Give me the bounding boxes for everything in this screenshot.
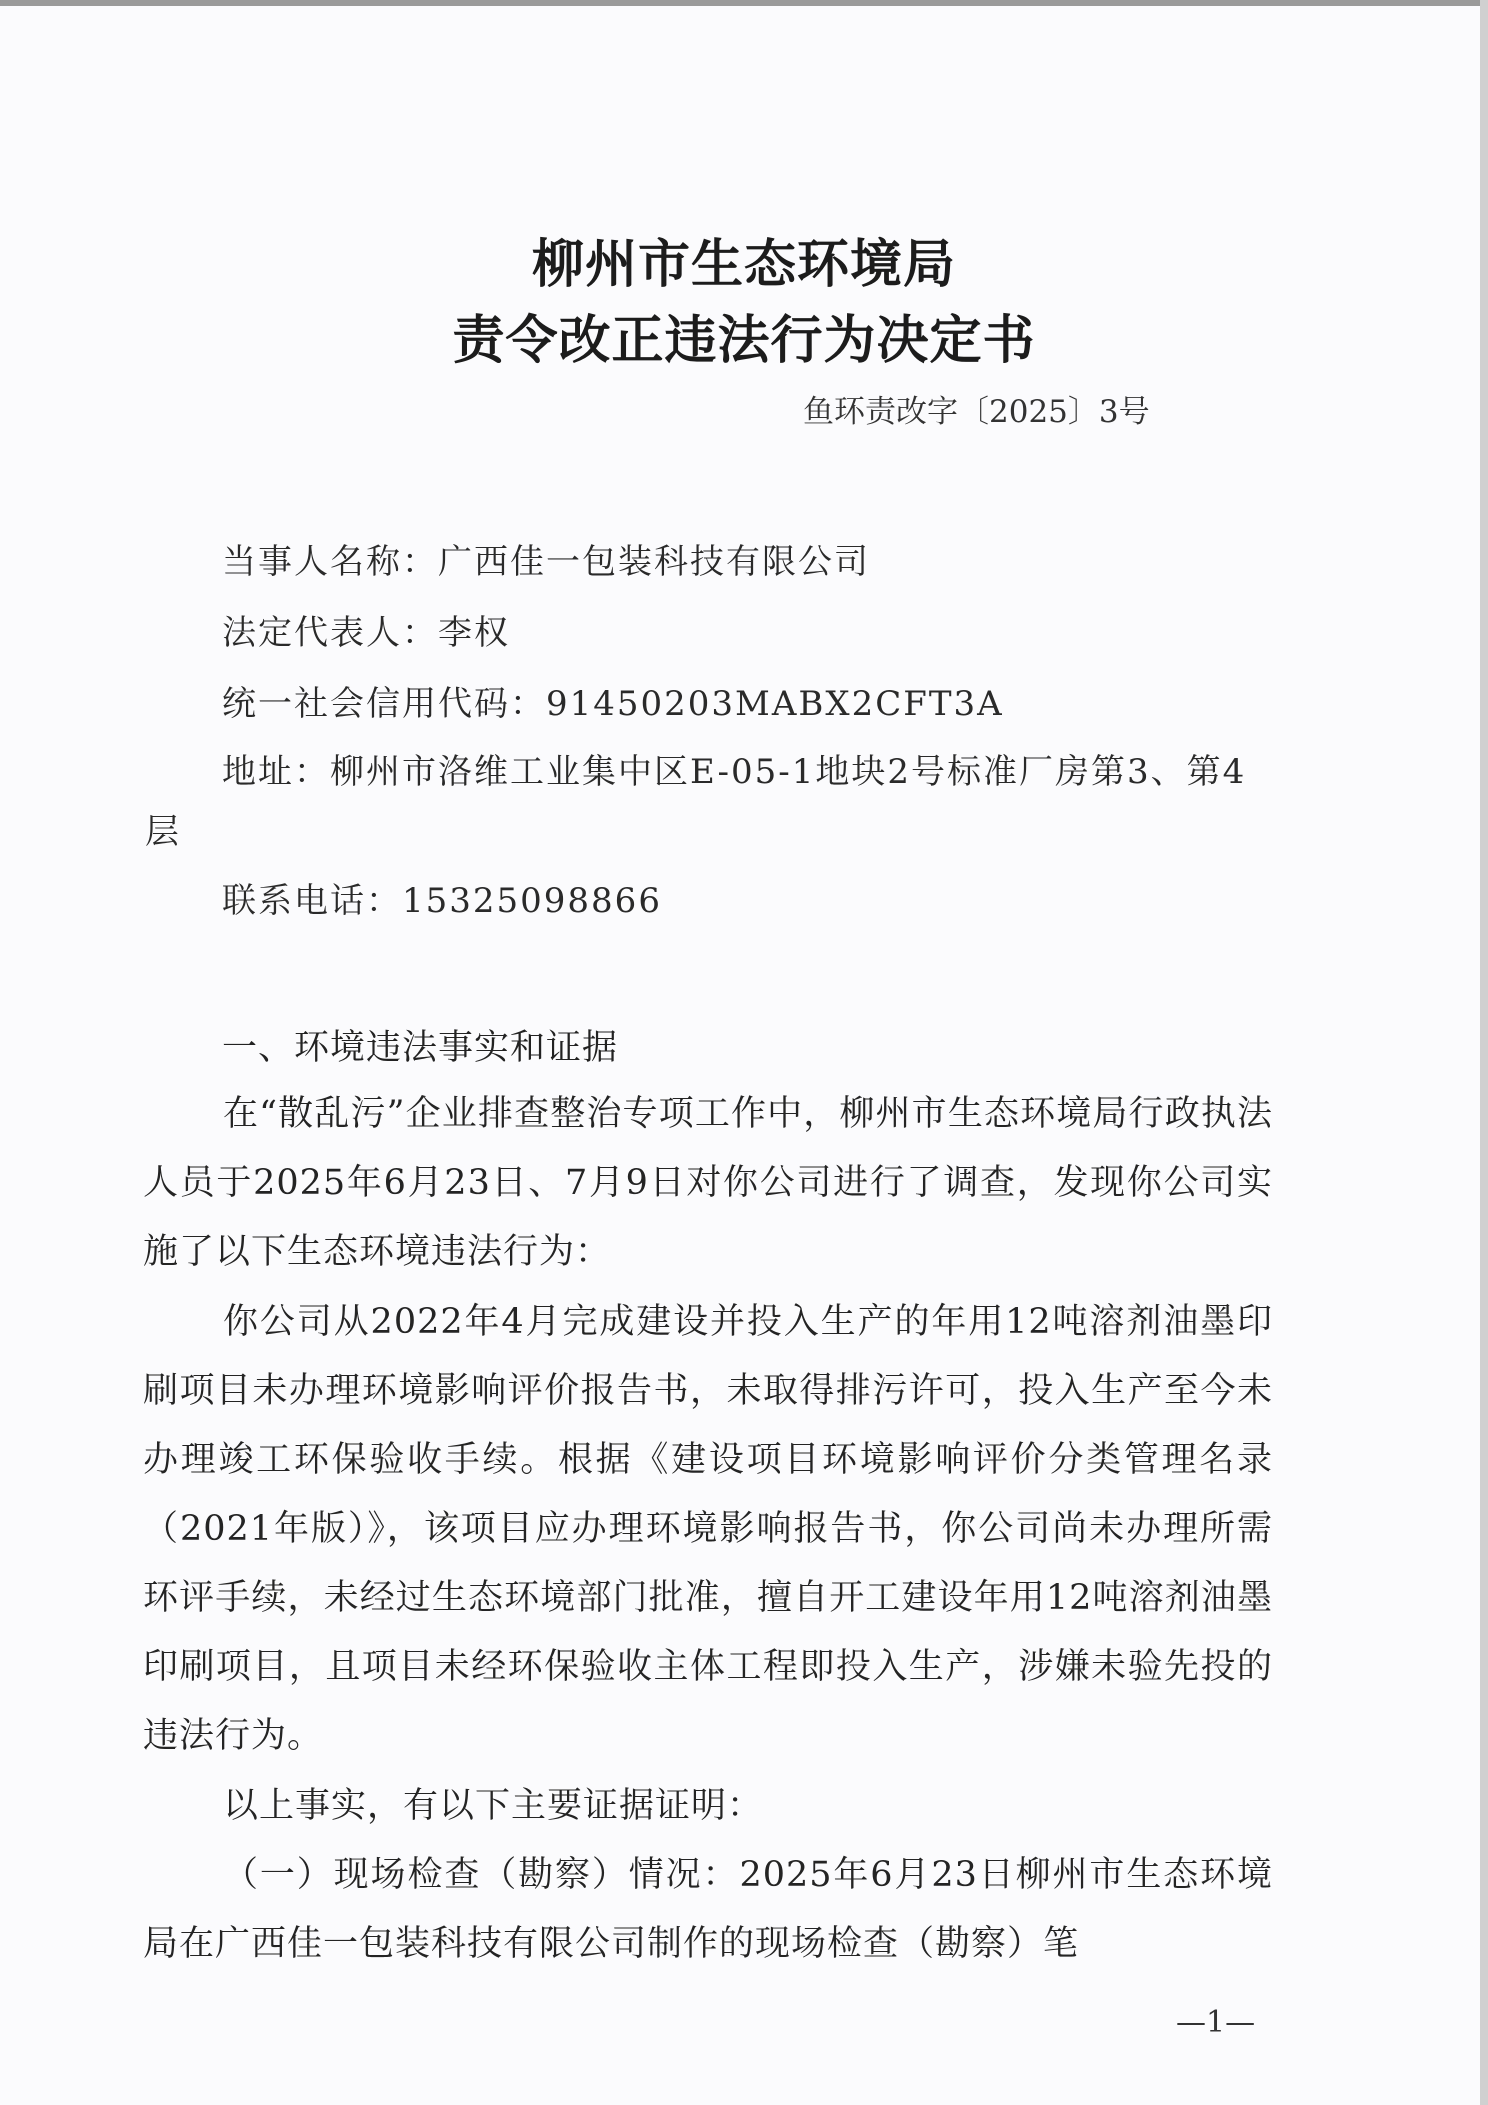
document-title-agency: 柳州市生态环境局 — [531, 234, 956, 295]
party-phone: 联系电话：15325098866 — [222, 881, 662, 921]
paragraph-site-inspection: （一）现场检查（勘察）情况：2025年6月23日柳州市生态环境局在广西佳一包装科技有限公司制作的现场检查（勘察）笔 — [143, 1855, 1273, 1964]
page-number: —1— — [1176, 2005, 1256, 2040]
party-credit-code: 统一社会信用代码：91450203MABX2CFT3A — [222, 684, 1004, 724]
paragraph-violation: 你公司从2022年4月完成建设并投入生产的年用12吨溶剂油墨印刷项目未办理环境影响评价报告书，未取得排污许可，投入生产至今未办理竣工环保验收手续。根据《建设项目环境影响评价分类管理名录（2021年版）》，该项目应办理环境影响报告书，你公司尚未办理所需环评手续，未经过生态环境部门批准，擅自开工建设年用12吨溶剂油墨印刷项目，且项目未经环保验收主体工程即投入生产，涉嫌未验先投的违法行为。 — [143, 1302, 1273, 1756]
party-legal-representative: 法定代表人：李权 — [222, 613, 510, 653]
document-title-type: 责令改正违法行为决定书 — [452, 310, 1036, 371]
document-number: 鱼环责改字〔2025〕3号 — [803, 394, 1150, 430]
paragraph-evidence-intro: 以上事实，有以下主要证据证明： — [223, 1786, 764, 1826]
scan-edge-top — [0, 0, 1488, 6]
party-address: 地址：柳州市洛维工业集中区E-05-1地块2号标准厂房第3、第4 — [222, 752, 1247, 792]
party-address-continued: 层 — [145, 812, 181, 852]
section-heading-facts-evidence: 一、环境违法事实和证据 — [222, 1028, 619, 1068]
paragraph-investigation: 在“散乱污”企业排查整治专项工作中，柳州市生态环境局行政执法人员于2025年6月23日、7月9日对你公司进行了调查，发现你公司实施了以下生态环境违法行为： — [143, 1094, 1273, 1272]
party-name: 当事人名称：广西佳一包装科技有限公司 — [222, 542, 870, 582]
